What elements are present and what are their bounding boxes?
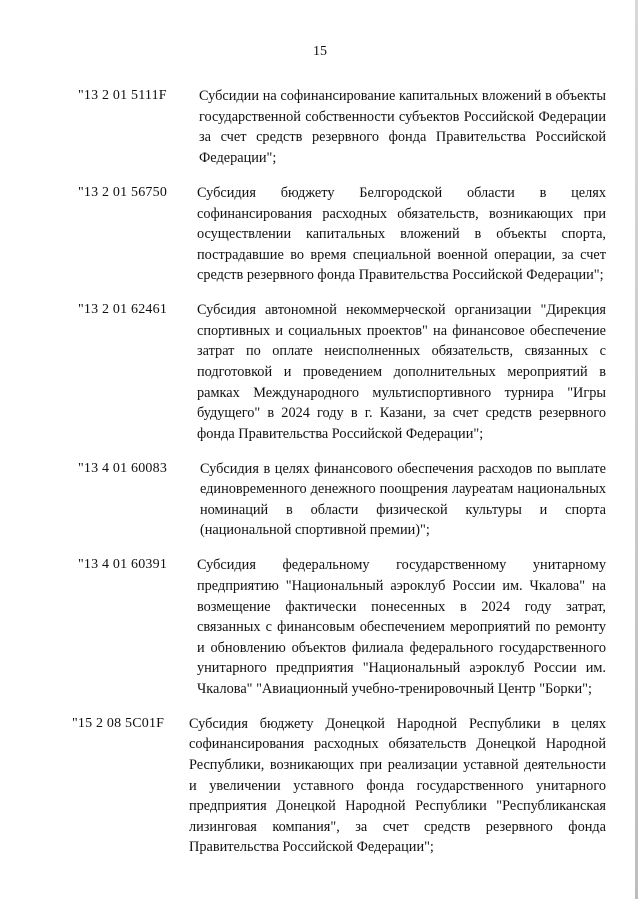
list-item: [72, 183, 606, 286]
page-number: 15: [313, 44, 327, 59]
budget-code-list: [72, 72, 606, 872]
budget-code: "13 2 01 56750: [78, 184, 168, 200]
budget-code: "15 2 08 5C01F: [72, 715, 165, 731]
list-item: [72, 714, 606, 858]
entry-description: Субсидии на софинансирование капитальных вложений в объекты государственной собственности субъектов Российской Федерации за счет средств резервного фонда Правительства Российской Федерации";: [199, 88, 606, 167]
list-item: [72, 555, 606, 699]
list-item: [72, 300, 606, 444]
entry-description: Субсидия в целях финансового обеспечения расходов по выплате единовременного денежного поощрения лауреатам национальных номинаций в области физической культуры и спорта (национальной спортивной премии)";: [200, 460, 606, 539]
entry-description: Субсидия бюджету Донецкой Народной Республики в целях софинансирования расходных обязательств Донецкой Народной Республики, возникающих при реализации уставной деятельности и увеличении уставного фонда государственного унитарного предприятия Донецкой Народной Республики "Республиканская лизинговая компания", за счет средств резервного фонда Правительства Российской Федерации";: [189, 715, 606, 856]
budget-code: "13 4 01 60083: [78, 460, 168, 476]
list-item: [72, 459, 606, 541]
scan-edge-mark: [635, 0, 638, 899]
budget-code: "13 4 01 60391: [78, 557, 168, 573]
entry-description: Субсидия автономной некоммерческой организации "Дирекция спортивных и социальных проектов" на финансовое обеспечение затрат по оплате неисполненных обязательств, связанных с подготовкой и проведением дополнительных мероприятий в рамках Международного мультиспортивного турнира "Игры будущего" в 2024 году в г. Казани, за счет средств резервного фонда Правительства Российской Федерации";: [197, 302, 606, 442]
list-item: [72, 86, 606, 168]
entry-description: Субсидия бюджету Белгородской области в целях софинансирования расходных обязательств, возникающих при осуществлении капитальных вложений в объекты спорта, пострадавшие во время специальной военной операции, за счет средств резервного фонда Правительства Российской Федерации";: [197, 184, 606, 284]
entry-description: Субсидия федеральному государственному унитарному предприятию "Национальный аэроклуб России им. Чкалова" на возмещение фактически понесенных в 2024 году затрат, связанных с финансовым обеспечением мероприятий по ремонту и обновлению объектов филиала федерального государственного унитарного предприятия "Национальный аэроклуб России им. Чкалова" "Авиационный учебно-тренировочный Центр "Борки";: [197, 557, 606, 697]
budget-code: "13 2 01 5111F: [78, 88, 167, 104]
budget-code: "13 2 01 62461: [78, 302, 168, 318]
